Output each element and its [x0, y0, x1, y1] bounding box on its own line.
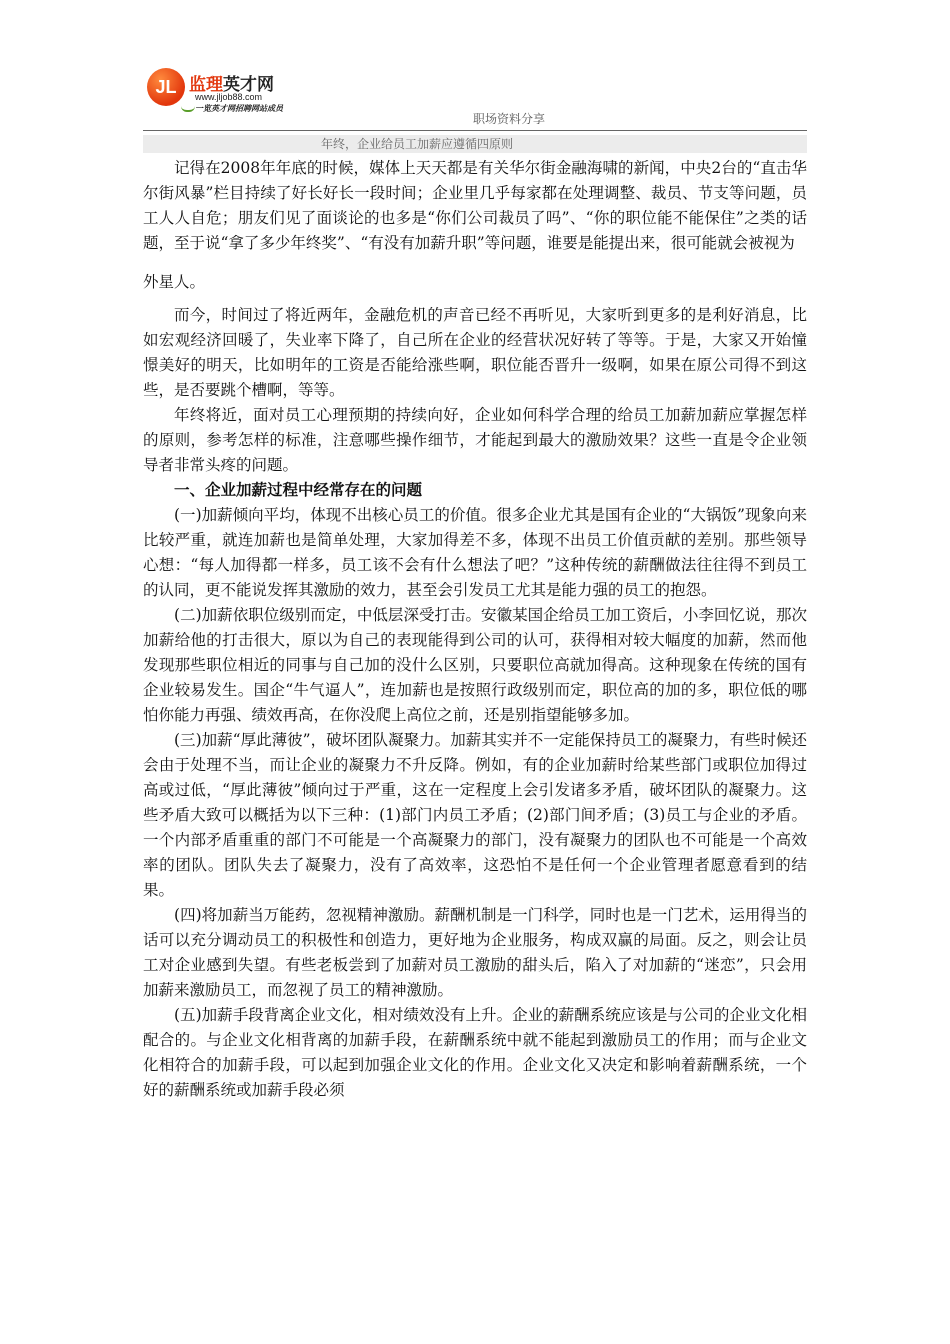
page-header: [143, 62, 807, 132]
header-divider: [143, 130, 807, 131]
paragraph-issue-5: (五)加薪手段背离企业文化，相对绩效没有上升。企业的薪酬系统应该是与公司的企业文化相配合的。与企业文化相背离的加薪手段，在薪酬系统中就不能起到激励员工的作用；而与企业文化相符合的加薪手段，可以起到加强企业文化的作用。企业文化又决定和影响着薪酬系统，一个好的薪酬系统或加薪手段必须: [143, 1006, 807, 1099]
swoosh-icon: [181, 106, 195, 112]
site-logo-icon[interactable]: JL: [147, 68, 185, 106]
logo-slogan: 一览英才网招聘网站成员: [195, 104, 283, 113]
paragraph-issue-3: (三)加薪“厚此薄彼”，破坏团队凝聚力。加薪其实并不一定能保持员工的凝聚力，有些时候还会由于处理不当，而让企业的凝聚力不升反降。例如，有的企业加薪时给某些部门或职位加得过高或过低，“厚此薄彼”倾向过于严重，这在一定程度上会引发诸多矛盾，破坏团队的凝聚力。这些矛盾大致可以概括为以下三种：(1)部门内员工矛盾；(2)部门间矛盾；(3)员工与企业的矛盾。一个内部矛盾重重的部门不可能是一个高凝聚力的部门，没有凝聚力的团队也不可能是一个高效率的团队。团队失去了凝聚力，没有了高效率，这恐怕不是任何一个企业管理者愿意看到的结果。: [143, 731, 807, 899]
logo-brand-dark: 英才网: [223, 75, 274, 94]
article-body: [143, 156, 807, 1103]
paragraph-issue-4: (四)将加薪当万能药，忽视精神激励。薪酬机制是一门科学，同时也是一门艺术，运用得当的话可以充分调动员工的积极性和创造力，更好地为企业服务，构成双赢的局面。反之，则会让员工对企业感到失望。有些老板尝到了加薪对员工激励的甜头后，陷入了对加薪的“迷恋”，只会用加薪来激励员工，而忽视了员工的精神激励。: [143, 906, 807, 999]
paragraph-intro-main: 记得在2008年年底的时候，媒体上天天都是有关华尔街金融海啸的新闻，中央2台的“直击华尔街风暴”栏目持续了好长好长一段时间；企业里几乎每家都在处理调整、裁员、节支等问题，员工人人自危；朋友们见了面谈论的也多是“你们公司裁员了吗”、“你的职位能不能保住”之类的话题，至于说“拿了多少年终奖”、“有没有加薪升职”等问题，谁要是能提出来，很可能就会被视为: [143, 159, 807, 252]
section-heading-1: 一、企业加薪过程中经常存在的问题: [174, 481, 423, 499]
logo-brand-red: 监理: [189, 75, 223, 94]
paragraph-issue-2: (二)加薪依职位级别而定，中低层深受打击。安徽某国企给员工加工资后，小李回忆说，那次加薪给他的打击很大，原以为自己的表现能得到公司的认可，获得相对较大幅度的加薪，然而他发现那些职位相近的同事与自己加的没什么区别，只要职位高就加得高。这种现象在传统的国有企业较易发生。国企“牛气逼人”，连加薪也是按照行政级别而定，职位高的加的多，职位低的哪怕你能力再强、绩效再高，在你没爬上高位之前，还是别指望能够多加。: [143, 606, 807, 724]
paragraph-intro-tail: 外星人。: [143, 273, 206, 291]
paragraph-intro: [143, 156, 807, 295]
header-caption: 职场资料分享: [473, 112, 546, 126]
paragraph-2: 而今，时间过了将近两年，金融危机的声音已经不再听见，大家听到更多的是利好消息，比如宏观经济回暖了，失业率下降了，自己所在企业的经营状况好转了等等。于是，大家又开始憧憬美好的明天，比如明年的工资是否能给涨些啊，职位能否晋升一级啊，如果在原公司得不到这些，是否要跳个槽啊，等等。: [143, 306, 807, 399]
logo-url[interactable]: www.jljob88.com: [195, 92, 263, 102]
document-title: 年终，企业给员工加薪应遵循四原则: [143, 135, 807, 153]
paragraph-issue-1: (一)加薪倾向平均，体现不出核心员工的价值。很多企业尤其是国有企业的“大锅饭”现象向来比较严重，就连加薪也是简单处理，大家加得差不多，体现不出员工价值贡献的差别。那些领导心想：“每人加得都一样多，员工该不会有什么想法了吧？”这种传统的薪酬做法往往得不到员工的认同，更不能说发挥其激励的效力，甚至会引发员工尤其是能力强的员工的抱怨。: [143, 506, 807, 599]
paragraph-3: 年终将近，面对员工心理预期的持续向好，企业如何科学合理的给员工加薪加薪应掌握怎样的原则，参考怎样的标准，注意哪些操作细节，才能起到最大的激励效果？这些一直是令企业领导者非常头疼的问题。: [143, 406, 807, 474]
